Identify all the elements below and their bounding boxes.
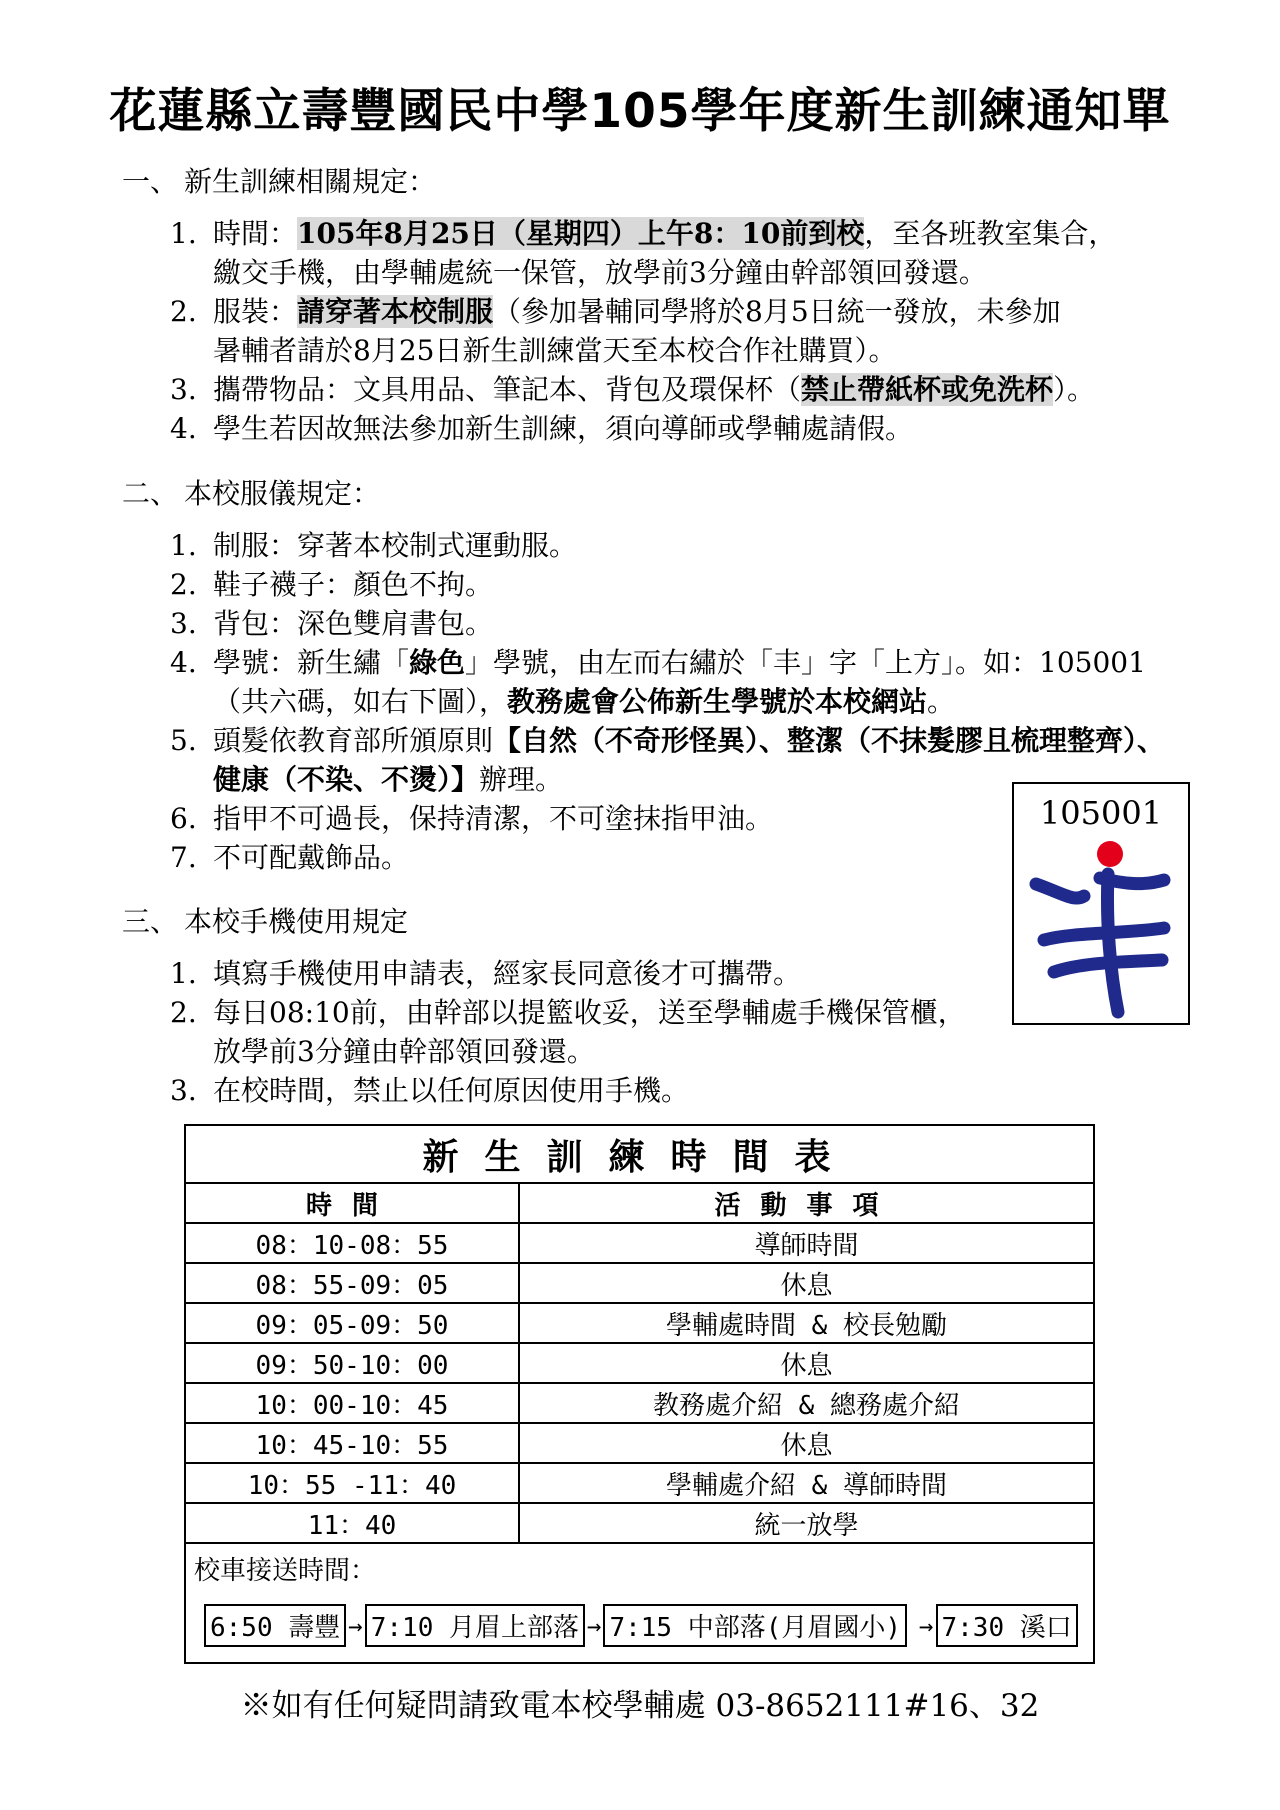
table-row: 11：40 統一放學: [185, 1503, 1094, 1543]
list-item: 3. 攜帶物品：文具用品、筆記本、背包及環保杯（禁止帶紙杯或免洗杯）。: [170, 373, 1096, 406]
section-label: 新生訓練相關規定：: [184, 165, 437, 198]
section-label: 本校手機使用規定: [184, 905, 409, 938]
table-row: 09：50-10：00 休息: [185, 1343, 1094, 1383]
highlight-cup: 禁止帶紙杯或免洗杯: [801, 373, 1054, 406]
table-row: 09：05-09：50 學輔處時間 & 校長勉勵: [185, 1303, 1094, 1343]
sample-number: 105001: [1039, 794, 1163, 832]
list-item: 4. 學生若因故無法參加新生訓練，須向導師或學輔處請假。: [170, 412, 914, 445]
bus-label: 校車接送時間：: [194, 1556, 377, 1586]
highlight-uniform: 請穿著本校制服: [297, 295, 494, 328]
list-item: 5. 頭髮依教育部所頒原則【自然（不奇形怪異）、整潔（不抹髮膠且梳理整齊）、 健康（不染、不燙）】辦理。: [170, 724, 1166, 796]
schedule-table: [184, 1124, 1095, 1664]
bus-schedule: [185, 1543, 1094, 1663]
table-row: 08：55-09：05 休息: [185, 1263, 1094, 1303]
bus-stop: 6:50 壽豐: [204, 1604, 346, 1647]
table-row: 10：00-10：45 教務處介紹 & 總務處介紹: [185, 1383, 1094, 1423]
arrow-right-icon: →: [919, 1611, 934, 1640]
list-item: 2. 鞋子襪子：顏色不拘。: [170, 568, 494, 601]
section-2-heading: [122, 472, 380, 512]
bus-stop: 7:10 月眉上部落: [365, 1604, 585, 1647]
section-1-heading: [122, 160, 436, 200]
list-item: 1. 制服：穿著本校制式運動服。: [170, 529, 578, 562]
section-3-list: [170, 954, 1170, 1110]
table-row: 10：45-10：55 休息: [185, 1423, 1094, 1463]
section-3-heading: [122, 900, 408, 940]
column-header-activity: 活動事項: [519, 1183, 1094, 1223]
bus-stop: 7:15 中部落(月眉國小): [603, 1604, 907, 1647]
page-title: 花蓮縣立壽豐國民中學105學年度新生訓練通知單: [109, 84, 1171, 139]
highlight-date: 105年8月25日（星期四）上午8：10前到校: [297, 217, 865, 250]
bus-stop: 7:30 溪口: [936, 1604, 1078, 1647]
list-item: 1. 填寫手機使用申請表，經家長同意後才可攜帶。: [170, 957, 802, 990]
logo-dot: [1097, 841, 1123, 867]
schedule-title: 新生訓練時間表: [185, 1125, 1094, 1183]
list-item: 1. 時間：105年8月25日（星期四）上午8：10前到校，至各班教室集合， 繳交手機，由學輔處統一保管，放學前3分鐘由幹部領回發還。: [170, 217, 1117, 289]
section-number: 二、: [122, 477, 179, 510]
list-item: 7. 不可配戴飾品。: [170, 841, 410, 874]
bus-route: [204, 1604, 1078, 1647]
section-number: 三、: [122, 905, 179, 938]
contact-note: ※如有任何疑問請致電本校學輔處 03-8652111#16、32: [240, 1688, 1040, 1724]
section-label: 本校服儀規定：: [184, 477, 381, 510]
list-item: 2. 每日08:10前，由幹部以提籃收妥，送至學輔處手機保管櫃， 放學前3分鐘由幹部領回發還。: [170, 996, 966, 1068]
list-item: 6. 指甲不可過長，保持清潔，不可塗抹指甲油。: [170, 802, 774, 835]
table-row: 08：10-08：55 導師時間: [185, 1223, 1094, 1263]
table-row: 10：55 -11：40 學輔處介紹 & 導師時間: [185, 1463, 1094, 1503]
arrow-right-icon: →: [348, 1611, 363, 1640]
list-item: 2. 服裝：請穿著本校制服（參加暑輔同學將於8月5日統一發放，未參加 暑輔者請於8月25日新生訓練當天至本校合作社購買）。: [170, 295, 1061, 367]
section-number: 一、: [122, 165, 179, 198]
column-header-time: 時間: [185, 1183, 519, 1223]
list-item: 3. 在校時間，禁止以任何原因使用手機。: [170, 1074, 690, 1107]
section-1-list: [170, 214, 1170, 448]
list-item: 3. 背包：深色雙肩書包。: [170, 607, 494, 640]
arrow-right-icon: →: [587, 1611, 602, 1640]
list-item: 4. 學號：新生繡「綠色」學號，由左而右繡於「丰」字「上方」。如：105001 （共六碼，如右下圖），教務處會公佈新生學號於本校網站。: [170, 646, 1146, 718]
